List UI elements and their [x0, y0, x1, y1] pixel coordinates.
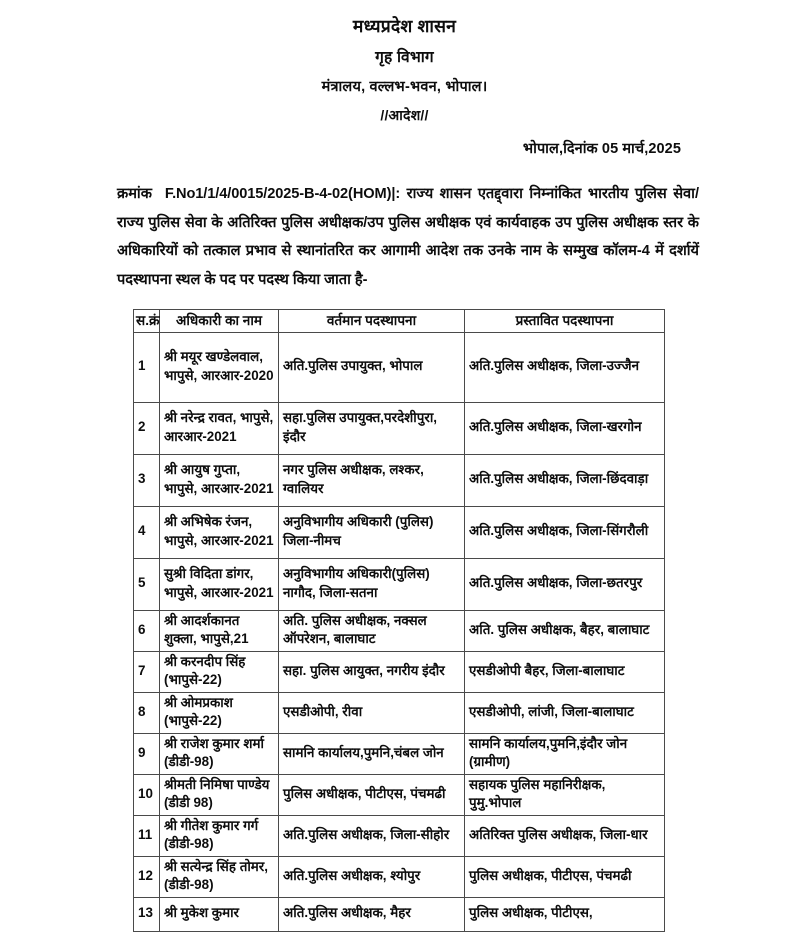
table-row — [134, 815, 665, 856]
reference-number: F.No1/1/4/0015/2025-B-4-02(HOM)| — [164, 186, 396, 202]
cell-serial: 5 — [134, 558, 160, 610]
cell-current: पुलिस अधीक्षक, पीटीएस, पंचमढी — [279, 774, 465, 815]
cell-current: अति.पुलिस अधीक्षक, श्योपुर — [279, 856, 465, 897]
order-text: : राज्य शासन एतद्द्वारा निम्नांकित भारतीय पुलिस सेवा/ राज्य पुलिस सेवा के अतिरिक्त पुलिस अधीक्षक/उप पुलिस अधीक्षक एवं कार्यवाहक उप पुलिस अधीक्षक स्तर के अधिकारियों को तत्काल प्रभाव से स्थानांतरित कर आगामी आदेश तक उनके नाम के सम्मुख कॉलम-4 में दर्शायें पदस्थापना स्थल के पद पर पदस्थ किया जाता है- — [117, 186, 700, 288]
table-row — [134, 651, 665, 692]
cell-current: अति.पुलिस अधीक्षक, जिला-सीहोर — [279, 815, 465, 856]
cell-current: सहा. पुलिस आयुक्त, नगरीय इंदौर — [279, 651, 465, 692]
cell-current: सहा.पुलिस उपायुक्त,परदेशीपुरा, इंदौर — [279, 402, 465, 454]
cell-current: अति. पुलिस अधीक्षक, नक्सल ऑपरेशन, बालाघाट — [279, 610, 465, 651]
cell-name: श्री गीतेश कुमार गर्ग (डीडी-98) — [160, 815, 279, 856]
cell-proposed: अति.पुलिस अधीक्षक, जिला-छतरपुर — [465, 558, 665, 610]
cell-name: श्री आयुष गुप्ता, भापुसे, आरआर-2021 — [160, 454, 279, 506]
cell-serial: 12 — [134, 856, 160, 897]
cell-current: अनुविभागीय अधिकारी (पुलिस) जिला-नीमच — [279, 506, 465, 558]
cell-proposed: अति. पुलिस अधीक्षक, बैहर, बालाघाट — [465, 610, 665, 651]
cell-name: श्री नरेन्द्र रावत, भापुसे, आरआर-2021 — [160, 402, 279, 454]
letterhead — [0, 0, 809, 126]
table-row — [134, 733, 665, 774]
cell-current: अनुविभागीय अधिकारी(पुलिस) नागौद, जिला-सतना — [279, 558, 465, 610]
cell-proposed: सामनि कार्यालय,पुमनि,इंदौर जोन (ग्रामीण) — [465, 733, 665, 774]
table-body — [134, 332, 665, 931]
cell-proposed: अति.पुलिस अधीक्षक, जिला-छिंदवाड़ा — [465, 454, 665, 506]
cell-serial: 7 — [134, 651, 160, 692]
column-header-current: वर्तमान पदस्थापना — [279, 309, 465, 332]
table-row — [134, 692, 665, 733]
table-header-row — [134, 309, 665, 332]
cell-name: श्री राजेश कुमार शर्मा (डीडी-98) — [160, 733, 279, 774]
cell-serial: 9 — [134, 733, 160, 774]
cell-serial: 8 — [134, 692, 160, 733]
table-row — [134, 454, 665, 506]
cell-proposed: सहायक पुलिस महानिरीक्षक, पुमु.भोपाल — [465, 774, 665, 815]
cell-name: श्री आदर्शकानत शुक्ला, भापुसे,21 — [160, 610, 279, 651]
department-title: गृह विभाग — [375, 49, 434, 66]
transfer-table-wrapper — [133, 309, 664, 932]
order-paragraph — [117, 180, 699, 294]
order-label: //आदेश// — [380, 107, 429, 123]
table-row — [134, 897, 665, 931]
table-row — [134, 506, 665, 558]
order-body — [117, 180, 699, 294]
office-address: मंत्रालय, वल्लभ-भवन, भोपाल। — [321, 79, 488, 95]
place-and-date: भोपाल,दिनांक 05 मार्च,2025 — [522, 141, 681, 157]
column-header-name: अधिकारी का नाम — [160, 309, 279, 332]
column-header-proposed: प्रस्तावित पदस्थापना — [465, 309, 665, 332]
cell-name: सुश्री विदिता डांगर, भापुसे, आरआर-2021 — [160, 558, 279, 610]
table-row — [134, 558, 665, 610]
cell-serial: 3 — [134, 454, 160, 506]
table-row — [134, 610, 665, 651]
cell-current: सामनि कार्यालय,पुमनि,चंबल जोन — [279, 733, 465, 774]
cell-name: श्री मयूर खण्डेलवाल, भापुसे, आरआर-2020 — [160, 332, 279, 402]
cell-name: श्री करनदीप सिंह (भापुसे-22) — [160, 651, 279, 692]
cell-serial: 4 — [134, 506, 160, 558]
cell-current: नगर पुलिस अधीक्षक, लश्कर, ग्वालियर — [279, 454, 465, 506]
cell-name: श्री सत्येन्द्र सिंह तोमर,(डीडी-98) — [160, 856, 279, 897]
column-header-serial: स.क्रं — [134, 309, 160, 332]
cell-name: श्रीमती निमिषा पाण्डेय (डीडी 98) — [160, 774, 279, 815]
cell-serial: 6 — [134, 610, 160, 651]
cell-serial: 10 — [134, 774, 160, 815]
cell-proposed: अति.पुलिस अधीक्षक, जिला-उज्जैन — [465, 332, 665, 402]
table-header — [134, 309, 665, 332]
organization-title: मध्यप्रदेश शासन — [352, 16, 457, 36]
reference-label: क्रमांक — [117, 186, 152, 202]
cell-serial: 2 — [134, 402, 160, 454]
cell-proposed: एसडीओपी, लांजी, जिला-बालाघाट — [465, 692, 665, 733]
cell-name: श्री अभिषेक रंजन, भापुसे, आरआर-2021 — [160, 506, 279, 558]
cell-serial: 11 — [134, 815, 160, 856]
cell-proposed: एसडीओपी बैहर, जिला-बालाघाट — [465, 651, 665, 692]
cell-name: श्री मुकेश कुमार — [160, 897, 279, 931]
table-row — [134, 774, 665, 815]
cell-serial: 1 — [134, 332, 160, 402]
cell-current: अति.पुलिस उपायुक्त, भोपाल — [279, 332, 465, 402]
cell-current: एसडीओपी, रीवा — [279, 692, 465, 733]
table-row — [134, 402, 665, 454]
cell-name: श्री ओमप्रकाश (भापुसे-22) — [160, 692, 279, 733]
cell-proposed: अतिरिक्त पुलिस अधीक्षक, जिला-धार — [465, 815, 665, 856]
cell-current: अति.पुलिस अधीक्षक, मैहर — [279, 897, 465, 931]
transfer-table — [133, 309, 665, 932]
cell-proposed: अति.पुलिस अधीक्षक, जिला-सिंगरौली — [465, 506, 665, 558]
table-row — [134, 332, 665, 402]
cell-serial: 13 — [134, 897, 160, 931]
cell-proposed: अति.पुलिस अधीक्षक, जिला-खरगोन — [465, 402, 665, 454]
cell-proposed: पुलिस अधीक्षक, पीटीएस, — [465, 897, 665, 931]
table-row — [134, 856, 665, 897]
cell-proposed: पुलिस अधीक्षक, पीटीएस, पंचमढी — [465, 856, 665, 897]
